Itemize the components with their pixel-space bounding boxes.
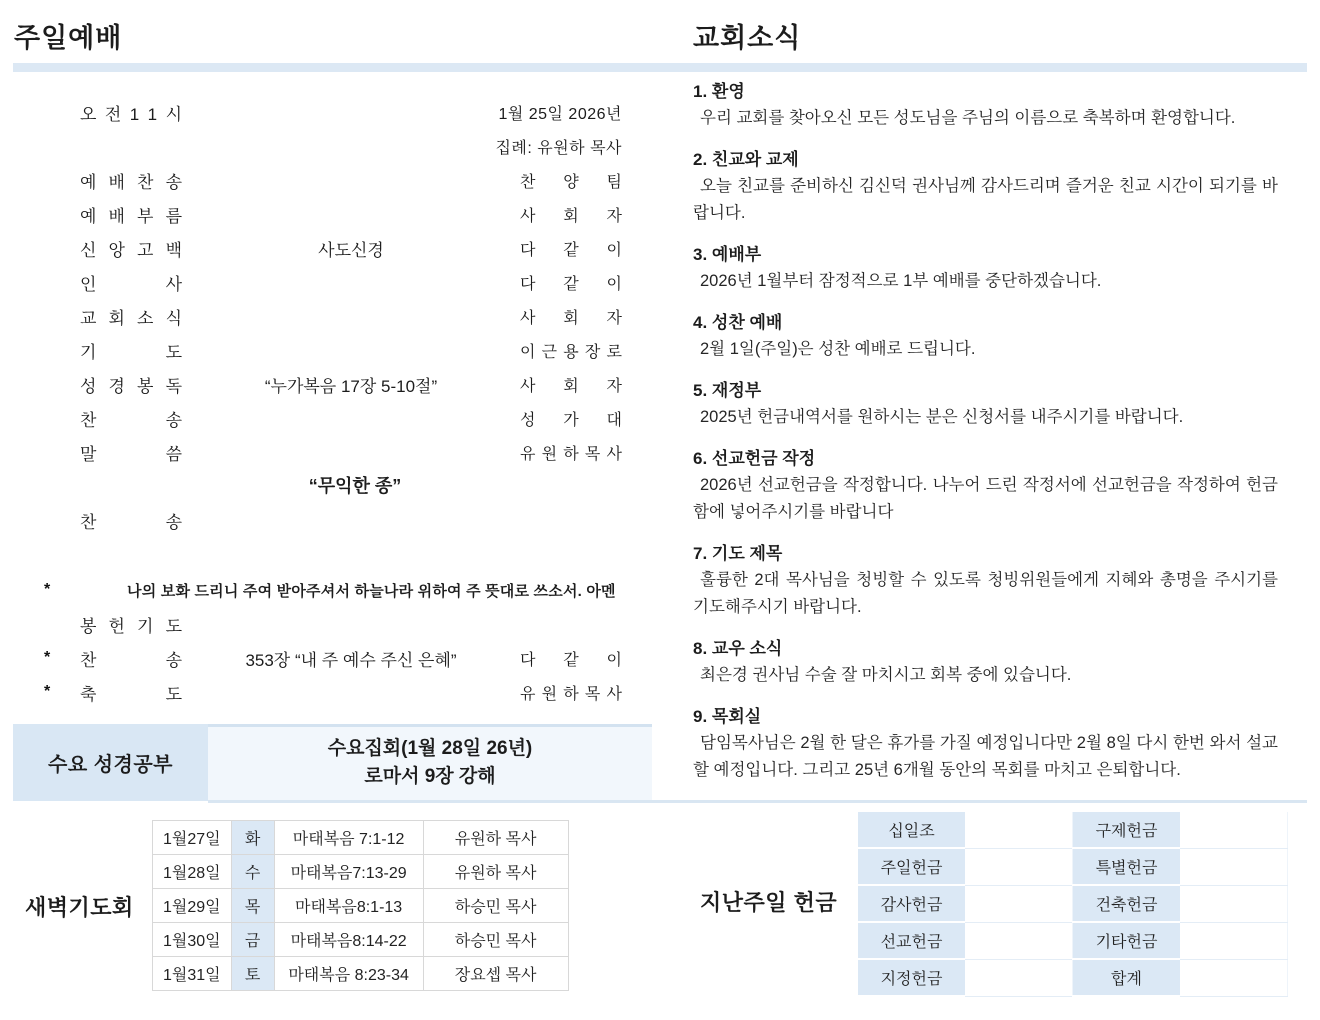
worship-row [44,607,622,641]
page-title-worship: 주일예배 [14,23,123,53]
wednesday-study-detail [208,724,652,801]
news-section-1 [693,79,1278,132]
dawn-pastor: 유원하 목사 [423,855,568,889]
worship-row [44,333,622,367]
worship-item-value: 다 같 이 [520,651,622,669]
news-section-9 [693,704,1278,784]
wednesday-study-banner [13,724,652,801]
worship-order-list [44,95,622,709]
worship-row [44,401,622,435]
dawn-passage: 마태복음8:1-13 [274,889,423,923]
dawn-pastor: 하승민 목사 [423,889,568,923]
church-news-list [693,79,1278,799]
worship-row [44,641,622,675]
news-section-4 [693,310,1278,363]
worship-item-label: 기 도 [80,342,182,362]
offering-label: 선교헌금 [858,922,965,959]
offering-label: 지정헌금 [858,959,965,996]
news-body: 훌륭한 2대 목사님을 청빙할 수 있도록 청빙위원들에게 지혜와 총명을 주시기를 기도해주시기 바랍니다. [693,571,1278,616]
dawn-day: 토 [231,957,274,991]
table-row [153,923,569,957]
worship-item-value: 다 같 이 [520,275,622,293]
worship-item-detail: “누가복음 17장 5-10절” [264,376,438,396]
offering-value [965,922,1073,959]
worship-item-label: 인 사 [80,274,182,294]
dawn-day: 화 [231,821,274,855]
news-body: 우리 교회를 찾아오신 모든 성도님을 주님의 이름으로 축복하며 환영합니다. [700,109,1236,127]
offering-verse-text: 나의 보화 드리니 주여 받아주셔서 하늘나라 위하여 주 뜻대로 쓰소서. 아멘 [127,582,616,600]
worship-item-label: 말 씀 [80,444,182,464]
offering-verse-row [44,573,622,607]
dawn-passage: 마태복음 7:1-12 [274,821,423,855]
worship-item-detail: 353장 “내 주 예수 주신 은혜” [245,650,457,670]
worship-item-value: 사 회 자 [520,377,622,395]
worship-item-detail: 사도신경 [318,240,384,260]
offering-table [858,812,1288,997]
table-row [153,821,569,855]
worship-item-label: 오 전 1 1 시 [80,104,182,124]
offering-value [1180,959,1288,996]
dawn-passage: 마태복음7:13-29 [274,855,423,889]
sermon-title: “무익한 종” [308,476,402,496]
worship-row [44,231,622,265]
dawn-date: 1월31일 [153,957,232,991]
wednesday-study-label: 수요 성경공부 [13,724,208,801]
news-section-2 [693,147,1278,227]
news-body: 오늘 친교를 준비하신 김신덕 권사님께 감사드리며 즐거운 친교 시간이 되기를 바랍니다. [693,177,1278,222]
dawn-date: 1월30일 [153,923,232,957]
news-heading: 7. 기도 제목 [693,544,783,563]
worship-item-label: 교 회 소 식 [80,308,182,328]
worship-item-label: 신 앙 고 백 [80,240,182,260]
dawn-day: 금 [231,923,274,957]
table-row [858,922,1288,959]
news-heading: 8. 교우 소식 [693,639,783,658]
news-heading: 5. 재정부 [693,381,762,400]
news-heading: 9. 목회실 [693,707,762,726]
worship-row [44,675,622,709]
news-body: 최은경 권사님 수술 잘 마치시고 회복 중에 있습니다. [700,666,1072,684]
dawn-pastor: 장요셉 목사 [423,957,568,991]
page-title-news: 교회소식 [693,23,802,53]
worship-item-value: 유 원 하 목 사 [520,445,622,463]
offering-value [1180,848,1288,885]
news-body: 2월 1일(주일)은 성찬 예배로 드립니다. [700,340,976,358]
dawn-prayer-title: 새벽기도회 [25,895,134,920]
dawn-pastor: 하승민 목사 [423,923,568,957]
worship-item-label: 찬 송 [80,410,182,430]
worship-row [44,435,622,469]
offering-label: 합계 [1073,959,1181,996]
offering-value [1180,922,1288,959]
worship-item-value: 사 회 자 [520,309,622,327]
wednesday-study-line1: 수요집회(1월 28일 26년) [327,738,533,759]
offering-value [1180,885,1288,922]
worship-item-value: 유 원 하 목 사 [520,685,622,703]
worship-item-label: 예 배 찬 송 [80,172,182,192]
worship-item-label: 성 경 봉 독 [80,376,182,396]
dawn-passage: 마태복음8:14-22 [274,923,423,957]
news-heading: 3. 예배부 [693,245,762,264]
dawn-pastor: 유원하 목사 [423,821,568,855]
asterisk: * [44,683,51,700]
wednesday-study-line2: 로마서 9장 강해 [364,766,496,787]
worship-row [44,503,622,537]
worship-row-time [44,95,622,129]
news-section-3 [693,242,1278,295]
news-heading: 2. 친교와 교제 [693,150,799,169]
worship-item-value: 다 같 이 [520,241,622,259]
dawn-day: 수 [231,855,274,889]
news-section-6 [693,446,1278,526]
worship-row-presider [44,129,622,163]
dawn-date: 1월29일 [153,889,232,923]
dawn-day: 목 [231,889,274,923]
offering-value [965,812,1073,848]
worship-item-value: 집례: 유원하 목사 [495,139,622,157]
table-row [153,889,569,923]
header-divider [13,63,1307,72]
news-heading: 4. 성찬 예배 [693,313,783,332]
worship-item-value: 1월 25일 2026년 [498,105,622,123]
offering-value [965,848,1073,885]
news-heading: 1. 환영 [693,82,745,101]
news-section-7 [693,541,1278,621]
worship-row [44,265,622,299]
news-section-8 [693,636,1278,689]
worship-row [44,163,622,197]
worship-item-value: 성 가 대 [520,411,622,429]
worship-row [44,197,622,231]
news-body: 2026년 선교헌금을 작정합니다. 나누어 드린 작정서에 선교헌금을 작정하여 헌금함에 넣어주시기를 바랍니다 [693,476,1278,521]
news-heading: 6. 선교헌금 작정 [693,449,816,468]
offering-label: 감사헌금 [858,885,965,922]
worship-item-label: 축 도 [80,684,182,704]
news-body: 담임목사님은 2월 한 달은 휴가를 가질 예정입니다만 2월 8일 다시 한번 와서 설교할 예정입니다. 그리고 25년 6개월 동안의 목회를 마치고 은퇴합니다. [693,734,1278,779]
news-body: 2026년 1월부터 잠정적으로 1부 예배를 중단하겠습니다. [700,272,1102,290]
offering-title: 지난주일 헌금 [700,890,838,915]
offering-label: 건축헌금 [1073,885,1181,922]
table-row [858,885,1288,922]
worship-row [44,367,622,401]
table-row [153,855,569,889]
spacer [44,537,622,573]
dawn-prayer-table [152,820,569,991]
worship-item-label: 찬 송 [80,512,182,532]
offering-label: 십일조 [858,812,965,848]
asterisk: * [44,581,51,598]
table-row [858,848,1288,885]
offering-label: 구제헌금 [1073,812,1181,848]
news-section-5 [693,378,1278,431]
worship-item-value: 사 회 자 [520,207,622,225]
table-row [153,957,569,991]
offering-value [965,959,1073,996]
asterisk: * [44,649,51,666]
dawn-date: 1월27일 [153,821,232,855]
section-rule [208,800,1307,803]
worship-item-value: 찬 양 팀 [520,173,622,191]
offering-label: 기타헌금 [1073,922,1181,959]
worship-item-label: 예 배 부 름 [80,206,182,226]
worship-item-label: 봉 헌 기 도 [80,616,182,636]
dawn-passage: 마태복음 8:23-34 [274,957,423,991]
offering-value [965,885,1073,922]
dawn-date: 1월28일 [153,855,232,889]
worship-row [44,299,622,333]
table-row [858,812,1288,848]
offering-value [1180,812,1288,848]
offering-label: 특별헌금 [1073,848,1181,885]
worship-item-value: 이 근 용 장 로 [520,343,622,361]
news-body: 2025년 헌금내역서를 원하시는 분은 신청서를 내주시기를 바랍니다. [700,408,1184,426]
worship-item-label: 찬 송 [80,650,182,670]
table-row [858,959,1288,996]
offering-label: 주일헌금 [858,848,965,885]
